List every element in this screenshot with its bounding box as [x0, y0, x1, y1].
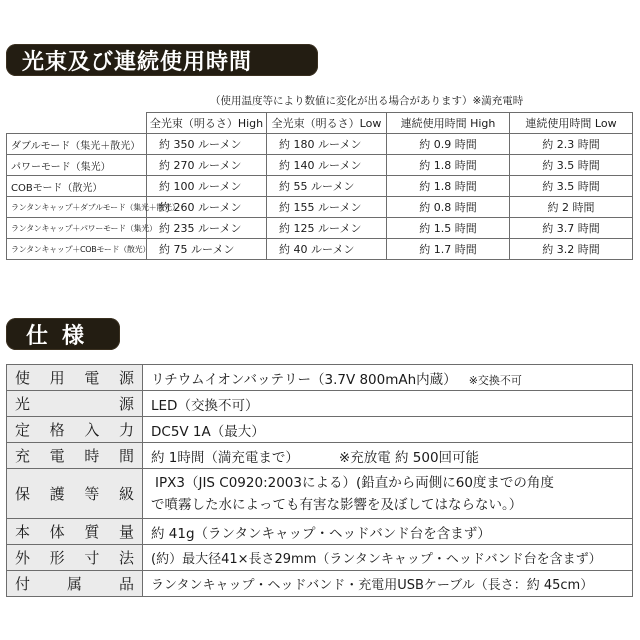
- spec-label-char: 入: [84, 421, 100, 439]
- spec-label-text: [15, 573, 134, 594]
- size-value: (約）最大径41×長さ29mm（ランタンキャップ・ヘッドバンド台を含まず）: [143, 545, 633, 571]
- power-value: リチウムイオンバッテリー（3.7V 800mAh内蔵）: [151, 371, 457, 388]
- spec-row-input: [7, 417, 633, 443]
- specifications-table: [6, 364, 633, 597]
- luminous-table-header: [7, 113, 633, 134]
- light-value: LED（交換不可）: [143, 391, 633, 417]
- flux-low: 約 125 ルーメン: [267, 218, 387, 239]
- spec-label-text: [15, 445, 134, 466]
- spec-value: [143, 443, 633, 469]
- table-row: [7, 197, 633, 218]
- mode-label: ランタンキャップ＋ダブルモード（集光＋散光）: [7, 197, 147, 218]
- time-low: 約 3.5 時間: [510, 176, 633, 197]
- time-high: 約 0.9 時間: [387, 134, 510, 155]
- time-high: 約 1.5 時間: [387, 218, 510, 239]
- header-flux-high: 全光束（明るさ）High: [147, 113, 267, 134]
- spec-label-char: 寸: [84, 549, 100, 567]
- flux-high: 約 350 ルーメン: [147, 134, 267, 155]
- spec-label-char: 付: [15, 575, 31, 593]
- time-low: 約 2.3 時間: [510, 134, 633, 155]
- usage-note: （使用温度等により数値に変化が出る場合があります）※満充電時: [210, 95, 524, 107]
- spec-label-char: 量: [118, 523, 134, 541]
- header-blank: [7, 113, 147, 134]
- time-high: 約 1.7 時間: [387, 239, 510, 260]
- spec-label-char: 電: [84, 369, 100, 387]
- protection-line1: IPX3（JIS C0920:2003による）(鉛直から両側に60度までの角度: [155, 474, 554, 491]
- spec-value: [143, 469, 633, 519]
- mode-label: ランタンキャップ＋COBモード（散光）: [7, 239, 147, 260]
- time-high: 約 0.8 時間: [387, 197, 510, 218]
- time-low: 約 3.5 時間: [510, 155, 633, 176]
- spec-label-char: 属: [66, 575, 82, 593]
- charge-note: ※充放電 約 500回可能: [338, 449, 480, 466]
- spec-label-char: 級: [118, 485, 134, 503]
- flux-high: 約 260 ルーメン: [147, 197, 267, 218]
- spec-label-text: [15, 521, 134, 542]
- spec-label-char: 保: [15, 485, 31, 503]
- spec-row-weight: [7, 519, 633, 545]
- time-low: 約 2 時間: [510, 197, 633, 218]
- flux-low: 約 155 ルーメン: [267, 197, 387, 218]
- flux-low: 約 40 ルーメン: [267, 239, 387, 260]
- spec-label-char: 時: [84, 447, 100, 465]
- mode-label: パワーモード（集光）: [7, 155, 147, 176]
- spec-label-char: 使: [15, 369, 31, 387]
- spec-row-light: [7, 391, 633, 417]
- flux-low: 約 140 ルーメン: [267, 155, 387, 176]
- spec-label-text: [15, 419, 134, 440]
- time-low: 約 3.7 時間: [510, 218, 633, 239]
- spec-label-char: 等: [84, 485, 100, 503]
- spec-label: [7, 417, 143, 443]
- spec-row-power: [7, 365, 633, 391]
- spec-row-accessories: [7, 571, 633, 597]
- spec-value: [143, 365, 633, 391]
- spec-label: [7, 365, 143, 391]
- flux-high: 約 75 ルーメン: [147, 239, 267, 260]
- flux-high: 約 270 ルーメン: [147, 155, 267, 176]
- spec-label-char: 力: [118, 421, 134, 439]
- spec-label: [7, 519, 143, 545]
- spec-label-char: 充: [15, 447, 31, 465]
- spec-label-char: 品: [118, 575, 134, 593]
- header-flux-low: 全光束（明るさ）Low: [267, 113, 387, 134]
- spec-label-char: 本: [15, 523, 31, 541]
- spec-label-char: 電: [49, 447, 65, 465]
- time-high: 約 1.8 時間: [387, 155, 510, 176]
- spec-label-char: 源: [118, 395, 134, 413]
- header-time-low: 連続使用時間 Low: [510, 113, 633, 134]
- spec-label-char: 質: [84, 523, 100, 541]
- flux-high: 約 100 ルーメン: [147, 176, 267, 197]
- weight-value: 約 41g（ランタンキャップ・ヘッドバンド台を含まず）: [143, 519, 633, 545]
- spec-label: [7, 545, 143, 571]
- spec-label-char: 源: [118, 369, 134, 387]
- input-value: DC5V 1A（最大）: [143, 417, 633, 443]
- spec-label-char: 形: [49, 549, 65, 567]
- time-high: 約 1.8 時間: [387, 176, 510, 197]
- spec-label-text: [15, 393, 134, 414]
- header-time-high: 連続使用時間 High: [387, 113, 510, 134]
- spec-label-char: 光: [15, 395, 31, 413]
- spec-label-char: 外: [15, 549, 31, 567]
- spec-label-text: [15, 547, 134, 568]
- spec-label-char: 用: [49, 369, 65, 387]
- table-row: [7, 176, 633, 197]
- section2-title-text: 仕様: [26, 323, 99, 349]
- spec-label: [7, 391, 143, 417]
- protection-line2: で噴霧した水によっても有害な影響を及ぼしてはならない。）: [151, 496, 523, 513]
- spec-label: [7, 571, 143, 597]
- table-row: [7, 155, 633, 176]
- power-note: ※交換不可: [468, 373, 522, 387]
- flux-high: 約 235 ルーメン: [147, 218, 267, 239]
- flux-low: 約 180 ルーメン: [267, 134, 387, 155]
- spec-label: [7, 443, 143, 469]
- spec-row-charge: [7, 443, 633, 469]
- table-row: [7, 134, 633, 155]
- luminous-table: [6, 112, 633, 260]
- charge-value: 約 1時間（満充電まで）: [151, 449, 299, 466]
- time-low: 約 3.2 時間: [510, 239, 633, 260]
- section1-title-text: 光束及び連続使用時間: [22, 49, 253, 75]
- spec-label-char: 格: [49, 421, 65, 439]
- mode-label: ランタンキャップ＋パワーモード（集光）: [7, 218, 147, 239]
- specifications-section-title: [6, 318, 120, 350]
- mode-label: ダブルモード（集光＋散光）: [7, 134, 147, 155]
- flux-low: 約 55 ルーメン: [267, 176, 387, 197]
- spec-label-char: 間: [118, 447, 134, 465]
- spec-label-text: [15, 367, 134, 388]
- spec-row-size: [7, 545, 633, 571]
- accessories-value: ランタンキャップ・ヘッドバンド・充電用USBケーブル（長さ：約 45cm）: [143, 571, 633, 597]
- spec-row-protection: [7, 469, 633, 519]
- table-row: [7, 239, 633, 260]
- spec-label-char: 定: [15, 421, 31, 439]
- spec-label-text: [15, 483, 134, 504]
- spec-label-char: 護: [49, 485, 65, 503]
- luminous-flux-section-title: [6, 44, 318, 76]
- spec-label-char: 体: [49, 523, 65, 541]
- table-row: [7, 218, 633, 239]
- spec-label-char: 法: [118, 549, 134, 567]
- spec-label: [7, 469, 143, 519]
- mode-label: COBモード（散光）: [7, 176, 147, 197]
